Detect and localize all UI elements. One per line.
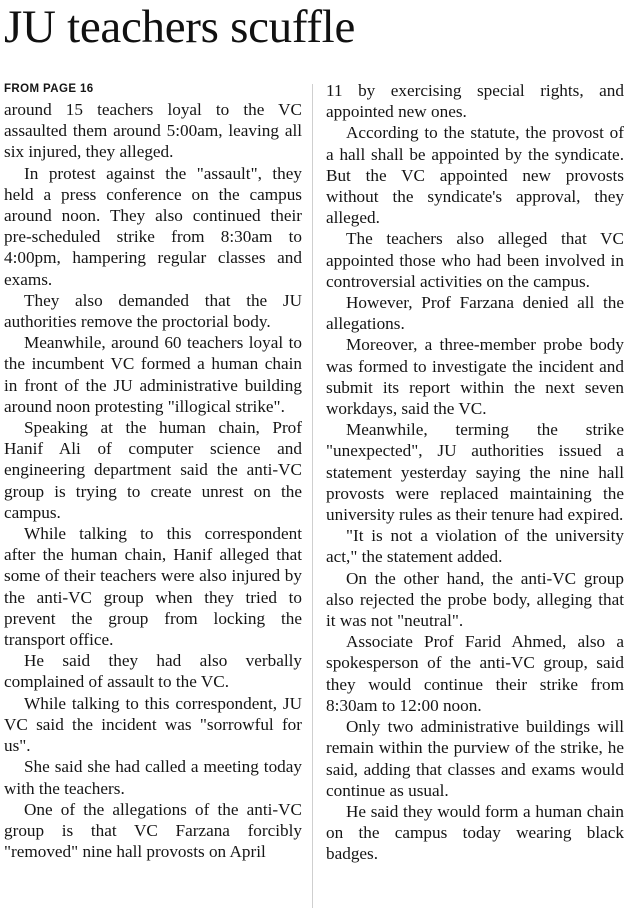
column-divider: [312, 84, 313, 908]
paragraph: While talking to this correspondent, JU VC said the incident was "sorrowful for us".: [4, 693, 302, 756]
continuation-label: FROM PAGE 16: [4, 83, 94, 95]
paragraph: She said she had called a meeting today with the teachers.: [4, 757, 302, 798]
right-column: [326, 80, 624, 865]
paragraph: Moreover, a three-member probe body was formed to investigate the incident and submit its report within the next seven workdays, said the VC.: [326, 335, 624, 419]
paragraph: On the other hand, the anti-VC group also rejected the probe body, alleging that it was not "neutral".: [326, 568, 624, 631]
paragraph: "It is not a violation of the university act," the statement added.: [326, 526, 624, 567]
paragraph: According to the statute, the provost of a hall shall be appointed by the syndicate. But the VC appointed new provosts without the syndicate's approval, they alleged.: [326, 123, 624, 228]
left-column: [4, 80, 302, 865]
paragraph: While talking to this correspondent after the human chain, Hanif alleged that some of their teachers were also injured by the anti-VC group when they tried to prevent the group from locking the transport office.: [4, 524, 302, 650]
article-body: [4, 80, 624, 865]
paragraph: Meanwhile, around 60 teachers loyal to the incumbent VC formed a human chain in front of the JU administrative building around noon protesting "illogical strike".: [4, 333, 302, 416]
paragraph: However, Prof Farzana denied all the allegations.: [326, 293, 624, 334]
paragraph: One of the allegations of the anti-VC group is that VC Farzana forcibly "removed" nine hall provosts on April: [4, 799, 302, 862]
paragraph: He said they had also verbally complained of assault to the VC.: [4, 651, 302, 692]
headline: JU teachers scuffle: [4, 1, 355, 53]
paragraph: He said they would form a human chain on the campus today wearing black badges.: [326, 801, 624, 864]
paragraph: Speaking at the human chain, Prof Hanif Ali of computer science and engineering department said the anti-VC group is trying to create unrest on the campus.: [4, 418, 302, 522]
paragraph: In protest against the "assault", they held a press conference on the campus around noon. They also continued their pre-scheduled strike from 8:30am to 4:00pm, hampering regular classes and exams.: [4, 163, 302, 289]
paragraph: around 15 teachers loyal to the VC assaulted them around 5:00am, leaving all six injured, they alleged.: [4, 100, 302, 162]
paragraph: The teachers also alleged that VC appointed those who had been involved in controversial activities on the campus.: [326, 229, 624, 291]
paragraph: Meanwhile, terming the strike "unexpected", JU authorities issued a statement yesterday saying the nine hall provosts were replaced maintaining the university rules as their tenure had expired.: [326, 420, 624, 525]
paragraph: Only two administrative buildings will remain within the purview of the strike, he said, adding that classes and exams would continue as usual.: [326, 717, 624, 800]
paragraph: Associate Prof Farid Ahmed, also a spokesperson of the anti-VC group, said they would continue their strike from 8:30am to 12:00 noon.: [326, 632, 624, 715]
paragraph: They also demanded that the JU authorities remove the proctorial body.: [4, 290, 302, 332]
paragraph: 11 by exercising special rights, and appointed new ones.: [326, 81, 624, 122]
